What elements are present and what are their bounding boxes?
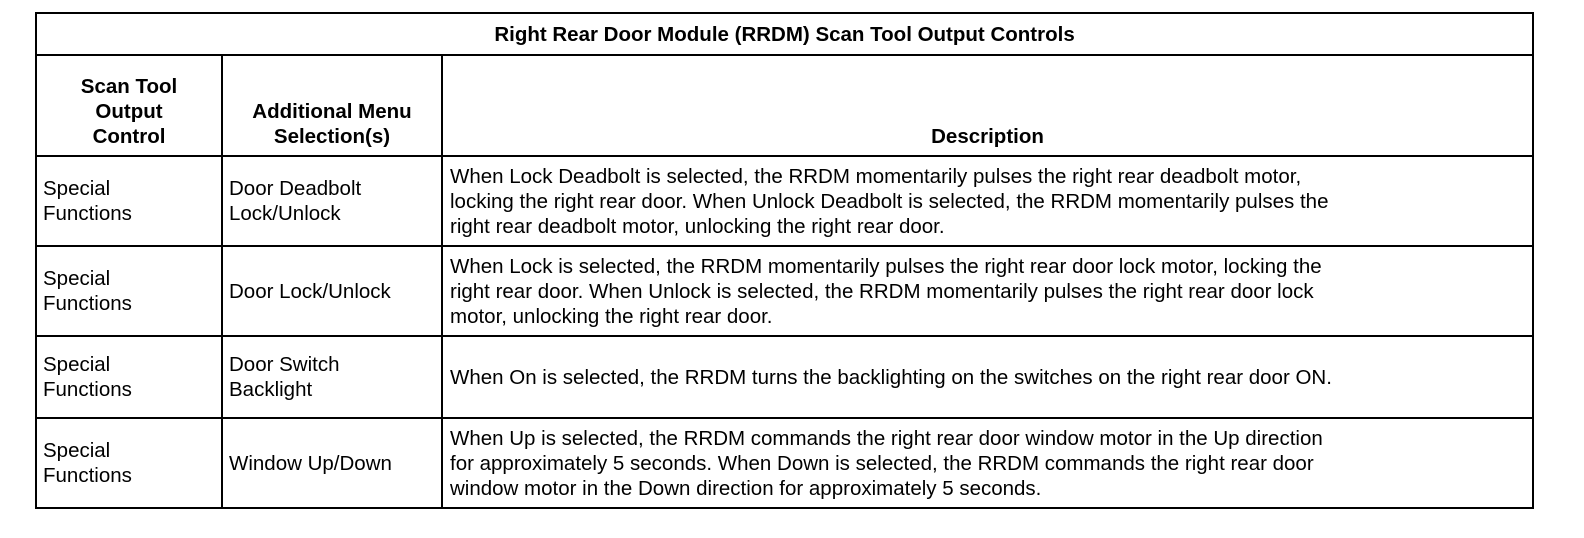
cell-line: Special <box>43 177 111 200</box>
cell-output-control <box>36 336 222 418</box>
header-line: Control <box>92 125 166 148</box>
table-title: Right Rear Door Module (RRDM) Scan Tool Output Controls <box>36 13 1533 55</box>
cell-line: Special <box>43 353 111 376</box>
cell-line: When Up is selected, the RRDM commands the right rear door window motor in the Up direction <box>450 426 1323 450</box>
cell-line: motor, unlocking the right rear door. <box>450 304 773 328</box>
cell-line: Functions <box>43 378 132 401</box>
header-scan-tool-output-control <box>36 55 222 156</box>
cell-line: Special <box>43 267 111 290</box>
cell-line: When Lock is selected, the RRDM momentarily pulses the right rear door lock motor, locking the <box>450 254 1322 278</box>
cell-line: Special <box>43 439 111 462</box>
cell-output-control <box>36 246 222 336</box>
cell-line: Door Lock/Unlock <box>229 279 391 303</box>
cell-line: Lock/Unlock <box>229 202 341 225</box>
cell-line: Backlight <box>229 378 313 401</box>
cell-menu-selection <box>222 156 442 246</box>
cell-line: Functions <box>43 202 132 225</box>
table-row <box>36 336 1533 418</box>
cell-menu-selection <box>222 246 442 336</box>
table-row <box>36 246 1533 336</box>
cell-description <box>442 336 1533 418</box>
cell-description <box>442 418 1533 508</box>
cell-line: Functions <box>43 292 132 315</box>
cell-line: for approximately 5 seconds. When Down is selected, the RRDM commands the right rear door <box>450 451 1314 475</box>
table-row <box>36 418 1533 508</box>
table-row <box>36 156 1533 246</box>
header-line: Output <box>95 100 163 123</box>
cell-line: Functions <box>43 464 132 487</box>
cell-line: Window Up/Down <box>229 451 392 475</box>
cell-description <box>442 156 1533 246</box>
cell-output-control <box>36 418 222 508</box>
cell-line: When Lock Deadbolt is selected, the RRDM momentarily pulses the right rear deadbolt motor, <box>450 164 1302 188</box>
header-additional-menu-selections <box>222 55 442 156</box>
cell-line: locking the right rear door. When Unlock Deadbolt is selected, the RRDM momentarily pulses the <box>450 189 1329 213</box>
header-line: Scan Tool <box>80 75 178 98</box>
output-controls-table <box>35 12 1534 509</box>
cell-line: Door Switch <box>229 353 340 376</box>
header-description: Description <box>442 55 1533 156</box>
cell-line: When On is selected, the RRDM turns the backlighting on the switches on the right rear door ON. <box>450 365 1332 389</box>
cell-menu-selection <box>222 418 442 508</box>
cell-description <box>442 246 1533 336</box>
cell-line: right rear door. When Unlock is selected, the RRDM momentarily pulses the right rear door lock <box>450 279 1314 303</box>
cell-line: window motor in the Down direction for approximately 5 seconds. <box>450 476 1042 500</box>
header-line: Selection(s) <box>273 125 391 148</box>
cell-output-control <box>36 156 222 246</box>
table-header-row <box>36 55 1533 156</box>
header-line: Additional Menu <box>252 100 412 123</box>
cell-line: Door Deadbolt <box>229 177 362 200</box>
cell-line: right rear deadbolt motor, unlocking the right rear door. <box>450 214 945 238</box>
table-title-row <box>36 13 1533 55</box>
cell-menu-selection <box>222 336 442 418</box>
